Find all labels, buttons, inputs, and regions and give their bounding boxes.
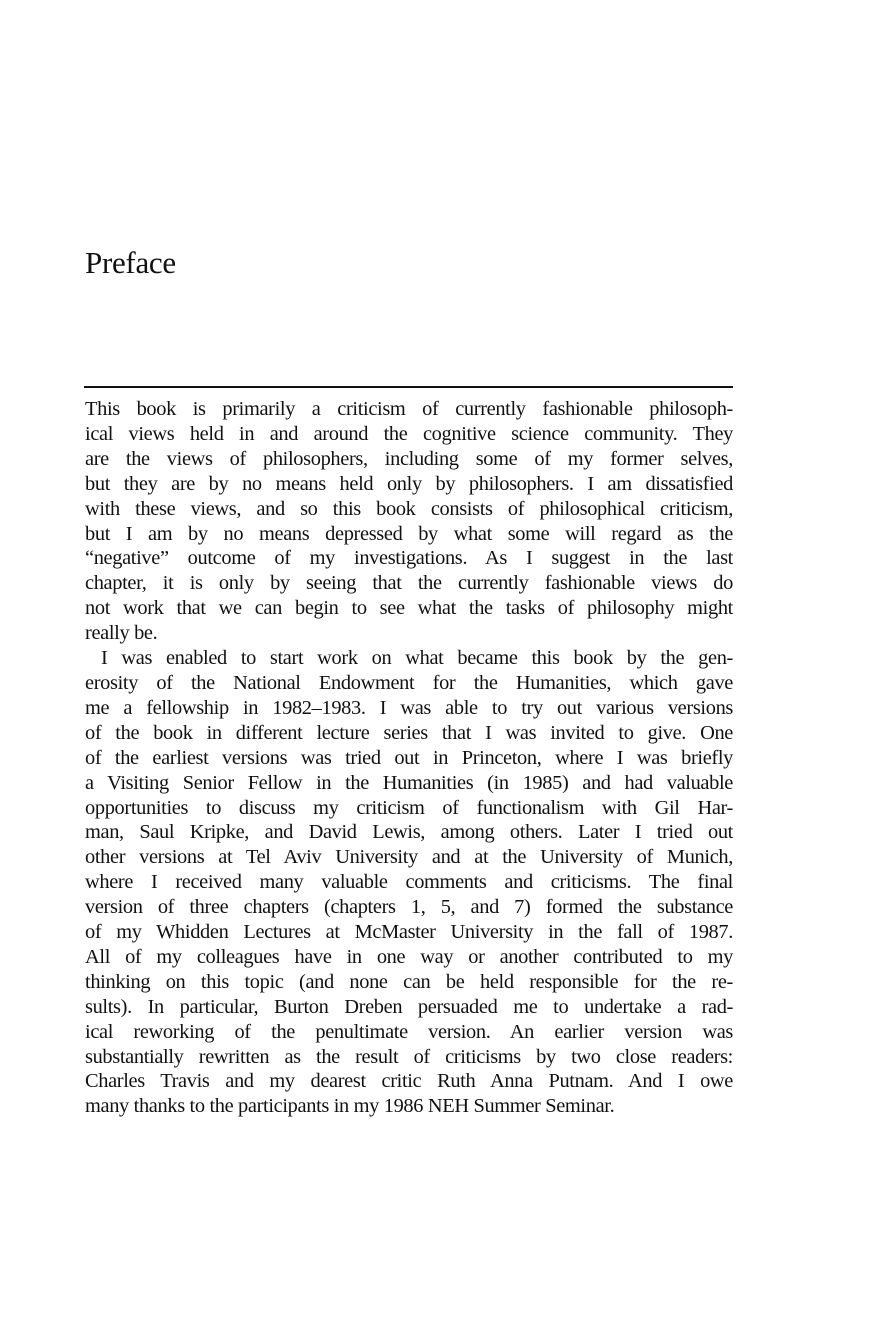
text-line: man, Saul Kripke, and David Lewis, among others. Later I tried out (85, 821, 733, 844)
preface-body (85, 397, 733, 1119)
text-line: a Visiting Senior Fellow in the Humanities (in 1985) and had valuable (85, 771, 733, 794)
text-line: of the book in different lecture series that I was invited to give. One (85, 721, 733, 744)
text-line: I was enabled to start work on what became this book by the gen- (101, 647, 733, 670)
text-line: not work that we can begin to see what the tasks of philosophy might (85, 597, 733, 620)
text-line: of the earliest versions was tried out in Princeton, where I was briefly (85, 746, 733, 769)
text-line: ical views held in and around the cognitive science community. They (85, 422, 733, 445)
text-line: but I am by no means depressed by what some will regard as the (85, 522, 733, 545)
paragraph (85, 646, 733, 1119)
paragraph (85, 397, 733, 646)
text-line: Charles Travis and my dearest critic Ruth Anna Putnam. And I owe (85, 1070, 733, 1093)
text-line: sults). In particular, Burton Dreben persuaded me to undertake a rad- (85, 995, 733, 1018)
text-line: erosity of the National Endowment for the Humanities, which gave (85, 671, 733, 694)
text-line: other versions at Tel Aviv University and at the University of Munich, (85, 846, 733, 869)
text-line: chapter, it is only by seeing that the currently fashionable views do (85, 572, 733, 595)
text-line: ical reworking of the penultimate version. An earlier version was (85, 1020, 733, 1043)
text-line: but they are by no means held only by philosophers. I am dissatisfied (85, 472, 733, 495)
text-line: where I received many valuable comments and criticisms. The final (85, 871, 733, 894)
text-line: with these views, and so this book consists of philosophical criticism, (85, 497, 733, 520)
text-line: of my Whidden Lectures at McMaster University in the fall of 1987. (85, 921, 733, 944)
title-rule (84, 386, 733, 388)
text-line: version of three chapters (chapters 1, 5, and 7) formed the substance (85, 896, 733, 919)
text-line: me a fellowship in 1982–1983. I was able to try out various versions (85, 696, 733, 719)
text-line: “negative” outcome of my investigations. As I suggest in the last (85, 547, 733, 570)
text-line: This book is primarily a criticism of currently fashionable philosoph- (85, 398, 733, 420)
text-line: opportunities to discuss my criticism of functionalism with Gil Har- (85, 796, 733, 819)
text-line: substantially rewritten as the result of criticisms by two close readers: (85, 1045, 733, 1068)
text-line: many thanks to the participants in my 1986 NEH Summer Seminar. (85, 1095, 615, 1118)
text-line: are the views of philosophers, including some of my former selves, (85, 447, 733, 470)
text-line: really be. (85, 622, 158, 645)
text-line: thinking on this topic (and none can be held responsible for the re- (85, 970, 733, 993)
text-line: All of my colleagues have in one way or another contributed to my (85, 945, 733, 968)
chapter-title: Preface (85, 245, 176, 280)
